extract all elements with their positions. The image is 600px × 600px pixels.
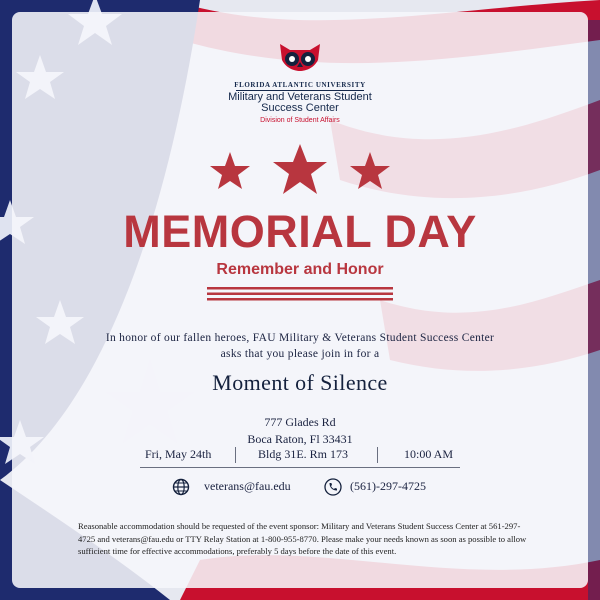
star-icon	[210, 152, 250, 189]
page-title: MEMORIAL DAY	[123, 206, 477, 257]
page-subtitle: Remember and Honor	[216, 261, 384, 278]
address-street: 777 Glades Rd	[264, 415, 336, 429]
event-building: Bldg 31E. Rm 173	[258, 447, 349, 461]
division-name: Division of Student Affairs	[260, 117, 340, 124]
accommodation-notice: Reasonable accommodation should be requested of the event sponsor: Military and Veterans Student Success Center at 561-297-4725 and veterans@fau.edu or TTY Relay Station at 1-800-955-8770. Please make your needs known as soon as possible to allow sufficient time for effective accommodations, preferably 5 days before the date of this event.	[78, 521, 527, 556]
event-time: 10:00 AM	[404, 447, 454, 461]
globe-icon	[172, 478, 190, 496]
phone-number[interactable]: (561)-297-4725	[350, 479, 426, 493]
title-underline	[207, 287, 393, 301]
divider	[235, 447, 236, 463]
intro-line2: asks that you please join in for a	[220, 348, 380, 360]
details-divider	[140, 467, 460, 468]
phone-contact[interactable]	[324, 478, 444, 496]
intro-text	[60, 330, 540, 362]
center-name-line1: Military and Veterans Student	[228, 91, 372, 103]
decorative-stars	[200, 140, 400, 202]
intro-line1: In honor of our fallen heroes, FAU Military & Veterans Student Success Center	[105, 332, 495, 344]
divider	[377, 447, 378, 463]
email-contact[interactable]	[172, 478, 322, 496]
center-name	[0, 92, 600, 114]
email-address[interactable]: veterans@fau.edu	[204, 479, 291, 493]
address-city: Boca Raton, Fl 33431	[247, 432, 353, 446]
event-name: Moment of Silence	[212, 370, 388, 395]
star-icon	[350, 152, 390, 189]
owl-logo-icon	[276, 42, 324, 72]
event-details-row	[140, 447, 460, 465]
phone-icon	[324, 478, 342, 496]
event-date: Fri, May 24th	[145, 447, 212, 461]
star-icon	[273, 144, 327, 194]
center-name-line2: Success Center	[261, 102, 339, 114]
university-name: FLORIDA ATLANTIC UNIVERSITY	[234, 81, 366, 89]
